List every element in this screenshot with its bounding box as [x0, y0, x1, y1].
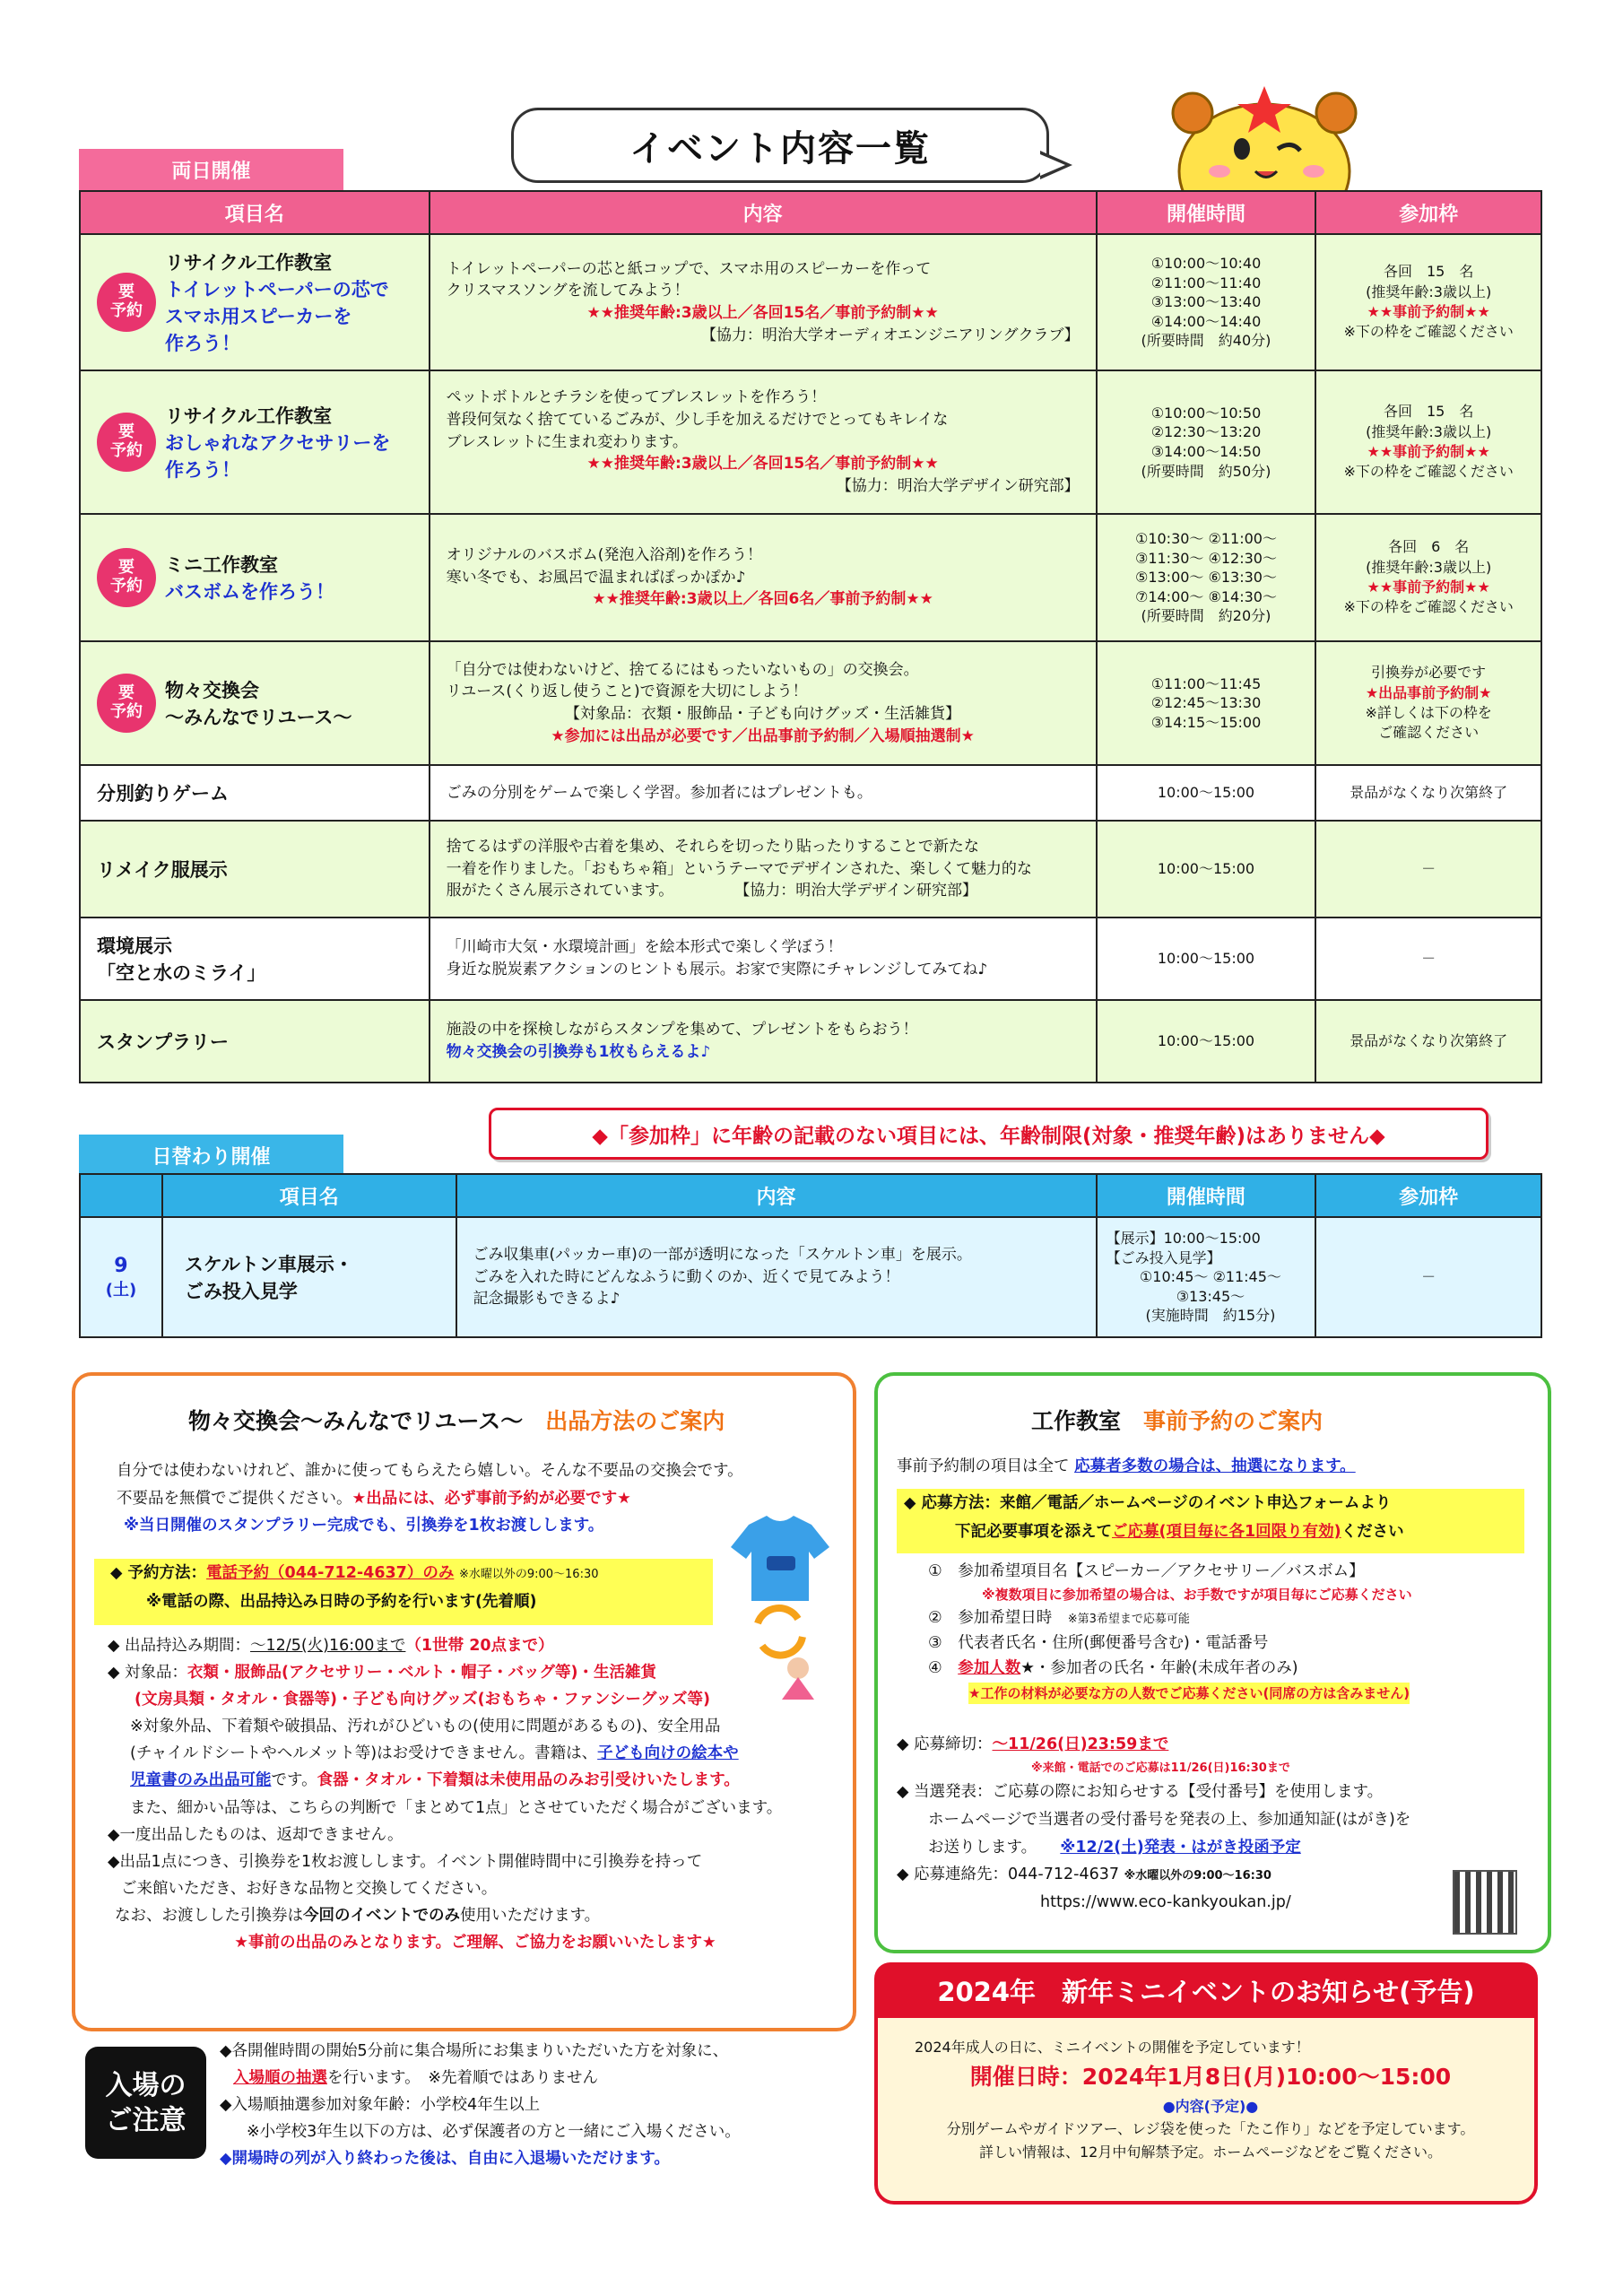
- row-time: 10:00～15:00: [1097, 765, 1316, 821]
- row-time: ①10:00～10:40 ②11:00～11:40 ③13:00～13:40 ④14:00～14:40 (所要時間 約40分): [1097, 234, 1316, 370]
- row-capacity: 各回 15 名 (推奨年齢:3歳以上) ★★事前予約制★★ ※下の枠をご確認ください: [1315, 234, 1541, 370]
- row-time: 10:00～15:00: [1097, 1000, 1316, 1083]
- col-header-name: 項目名: [162, 1174, 456, 1217]
- row-content: トイレットペーパーの芯と紙コップで、スマホ用のスピーカーを作って クリスマスソングを流してみよう！ ★★推奨年齢:3歳以上／各回15名／事前予約制★★ 【協力：明治大学オーディオエンジニアリングクラブ】: [430, 234, 1097, 370]
- row-date: 9 (土): [80, 1217, 162, 1337]
- mascot-illustration: [1166, 86, 1363, 194]
- application-method-box: ◆ 応募方法：来館／電話／ホームページのイベント申込フォームより 下記必要事項を添えてご応募(項目毎に各1回限り有効)ください: [897, 1489, 1524, 1553]
- event-table-both-days: [79, 190, 1542, 1083]
- row-content: ごみ収集車(パッカー車)の一部が透明になった「スケルトン車」を展示。 ごみを入れた時にどんなふうに動くのか、近くで見てみよう！ 記念撮影もできるよ♪: [456, 1217, 1097, 1337]
- row-time: ①10:00～10:50 ②12:30～13:20 ③14:00～14:50 (所要時間 約50分): [1097, 370, 1316, 514]
- row-capacity: 各回 6 名 (推奨年齢:3歳以上) ★★事前予約制★★ ※下の枠をご確認ください: [1315, 514, 1541, 641]
- table-row: [80, 1000, 1541, 1083]
- row-name: 要 予約 リサイクル工作教室 おしゃれなアクセサリーを 作ろう！: [80, 370, 430, 514]
- row-content: 「川崎市大気・水環境計画」を絵本形式で楽しく学ぼう！ 身近な脱炭素アクションのヒントも展示。お家で実際にチャレンジしてみてね♪: [430, 918, 1097, 1000]
- event-table-daily: [79, 1173, 1542, 1338]
- reservation-badge: 要 予約: [97, 273, 156, 332]
- reservation-method-box: ◆ 予約方法：電話予約（044-712-4637）のみ ※水曜以外の9:00～16:30 ※電話の際、出品持込み日時の予約を行います(先着順): [94, 1559, 713, 1625]
- row-name: 要 予約 リサイクル工作教室 トイレットペーパーの芯で スマホ用スピーカーを 作ろう！: [80, 234, 430, 370]
- row-capacity: －: [1315, 1217, 1541, 1337]
- newyear-banner: 2024年 新年ミニイベントのお知らせ(予告): [874, 1962, 1538, 2018]
- col-header-content: 内容: [430, 191, 1097, 234]
- website-link[interactable]: https://www.eco-kankyoukan.jp/: [1040, 1892, 1291, 1911]
- newyear-body: 2024年成人の日に、ミニイベントの開催を予定しています！ 開催日時：2024年1月8日(月)10:00～15:00 ●内容(予定)● 分別ゲームやガイドツアー、レジ袋を使った「たこ作り」などを予定しています。 詳しい情報は、12月中旬解禁予定。ホームページなどをご覧ください。: [915, 2039, 1475, 2161]
- table-row: [80, 765, 1541, 821]
- row-name: スケルトン車展示・ ごみ投入見学: [162, 1217, 456, 1337]
- col-header-time: 開催時間: [1097, 191, 1316, 234]
- col-header-date: [80, 1174, 162, 1217]
- row-time: ①11:00～11:45 ②12:45～13:30 ③14:15～15:00: [1097, 641, 1316, 765]
- col-header-content: 内容: [456, 1174, 1097, 1217]
- row-capacity: 景品がなくなり次第終了: [1315, 1000, 1541, 1083]
- entry-notice-box: 入場の ご注意: [85, 2047, 206, 2159]
- workshop-intro: 事前予約制の項目は全て 応募者多数の場合は、抽選になります。: [897, 1457, 1356, 1475]
- table-row: [80, 1217, 1541, 1337]
- row-name: 要 予約 物々交換会 ～みんなでリユース～: [80, 641, 430, 765]
- row-content: オリジナルのバスボム(発泡入浴剤)を作ろう！ 寒い冬でも、お風呂で温まればぽっかぽか♪ ★★推奨年齢:3歳以上／各回6名／事前予約制★★: [430, 514, 1097, 641]
- row-content: ペットボトルとチラシを使ってブレスレットを作ろう！ 普段何気なく捨てているごみが、少し手を加えるだけでとってもキレイな ブレスレットに生まれ変わります。 ★★推奨年齢:3歳以上／各回15名／事前予約制★★ 【協力：明治大学デザイン研究部】: [430, 370, 1097, 514]
- entry-notice-text: ◆各開催時間の開始5分前に集合場所にお集まりいただいた方を対象に、 入場順の抽選を行います。 ※先着順ではありません ◆入場順抽選参加対象年齢：小学校4年生以上 ※小学校3年生以下の方は、必ず保護者の方と一緒にご入場ください。 ◆開場時の列が入り終わった後は、自由に入退場いただけます。: [220, 2042, 741, 2169]
- qr-code[interactable]: [1453, 1870, 1517, 1935]
- workshop-panel-title: 工作教室 事前予約のご案内: [1031, 1408, 1324, 1434]
- row-content: 「自分では使わないけど、捨てるにはもったいないもの」の交換会。 リユース(くり返し使うこと)で資源を大切にしよう！ 【対象品：衣類・服飾品・子ども向けグッズ・生活雑貨】 ★参加には出品が必要です／出品事前予約制／入場順抽選制★: [430, 641, 1097, 765]
- row-capacity: －: [1315, 918, 1541, 1000]
- row-name: スタンプラリー: [80, 1000, 430, 1083]
- reservation-badge: 要 予約: [97, 548, 156, 607]
- row-name: 分別釣りゲーム: [80, 765, 430, 821]
- row-name: 要 予約 ミニ工作教室 バスボムを作ろう！: [80, 514, 430, 641]
- col-header-capacity: 参加枠: [1315, 191, 1541, 234]
- row-capacity: 各回 15 名 (推奨年齢:3歳以上) ★★事前予約制★★ ※下の枠をご確認ください: [1315, 370, 1541, 514]
- col-header-time: 開催時間: [1097, 1174, 1316, 1217]
- section-tab-daily: 日替わり開催: [79, 1135, 343, 1176]
- row-content: ごみの分別をゲームで楽しく学習。参加者にはプレゼントも。: [430, 765, 1097, 821]
- col-header-capacity: 参加枠: [1315, 1174, 1541, 1217]
- table-row: [80, 514, 1541, 641]
- row-time: 【展示】10:00～15:00 【ごみ投入見学】 ①10:45～ ②11:45～ ③13:45～ (実施時間 約15分): [1097, 1217, 1316, 1337]
- reservation-badge: 要 予約: [97, 674, 156, 733]
- row-capacity: 景品がなくなり次第終了: [1315, 765, 1541, 821]
- table-row: [80, 234, 1541, 370]
- row-name: 環境展示 「空と水のミライ」: [80, 918, 430, 1000]
- table-row: [80, 370, 1541, 514]
- row-time: ①10:30～ ②11:00～ ③11:30～ ④12:30～ ⑤13:00～ ⑥13:30～ ⑦14:00～ ⑧14:30～ (所要時間 約20分): [1097, 514, 1316, 641]
- exchange-panel-title: 物々交換会～みんなでリユース～ 出品方法のご案内: [188, 1408, 725, 1434]
- reservation-badge: 要 予約: [97, 413, 156, 472]
- exchange-panel-body: 自分では使わないけれど、誰かに使ってもらえたら嬉しい。そんな不要品の交換会です。 不要品を無償でご提供ください。★出品には、必ず事前予約が必要です★ ※当日開催のスタンプラリー完成でも、引換券を1枚お渡しします。: [117, 1462, 743, 1535]
- row-capacity: －: [1315, 821, 1541, 918]
- age-restriction-note: ◆「参加枠」に年齢の記載のない項目には、年齢制限(対象・推奨年齢)はありません◆: [489, 1108, 1488, 1160]
- table-row: [80, 641, 1541, 765]
- page-title: イベント内容一覧: [511, 108, 1049, 183]
- section-tab-both-days: 両日開催: [79, 149, 343, 190]
- row-time: 10:00～15:00: [1097, 918, 1316, 1000]
- row-capacity: 引換券が必要です ★出品事前予約制★ ※詳しくは下の枠を ご確認ください: [1315, 641, 1541, 765]
- row-content: 捨てるはずの洋服や古着を集め、それらを切ったり貼ったりすることで新たな 一着を作りました。「おもちゃ箱」というテーマでデザインされた、楽しくて魅力的な 服がたくさん展示されています。 【協力：明治大学デザイン研究部】: [430, 821, 1097, 918]
- table-row: [80, 821, 1541, 918]
- row-content: 施設の中を探検しながらスタンプを集めて、プレゼントをもらおう！ 物々交換会の引換券も1枚もらえるよ♪: [430, 1000, 1097, 1083]
- row-time: 10:00～15:00: [1097, 821, 1316, 918]
- row-name: リメイク服展示: [80, 821, 430, 918]
- workshop-deadline-result: ◆ 応募締切：～11/26(日)23:59まで ※来館・電話でのご応募は11/26(日)16:30まで ◆ 当選発表：ご応募の際にお知らせする【受付番号】を使用します。 ホームページで当選者の受付番号を発表の上、参加通知証(はがき)を お送りします。 ※12/2(土)発表・はがき投函予定 ◆ 応募連絡先：044-712-4637 ※水曜以外の9:00～16:30 https://www.eco-kankyoukan.jp/: [897, 1731, 1533, 1917]
- table-row: [80, 918, 1541, 1000]
- workshop-requirements: ① 参加希望項目名【スピーカー／アクセサリー／バスボム】 ※複数項目に参加希望の場合は、お手数ですが項目毎にご応募ください ② 参加希望日時 ※第3希望まで応募可能 ③ 代表者氏名・住所(郵便番号含む)・電話番号 ④ 参加人数★・参加者の氏名・年齢(未成年者のみ) ★工作の材料が必要な方の人数でご応募ください(同席の方は含みません): [928, 1559, 1538, 1706]
- exchange-panel-details: ◆ 出品持込み期間：～12/5(火)16:00まで（1世帯 20点まで） ◆ 対象品：衣類・服飾品(アクセサリー・ベルト・帽子・バッグ等)・生活雑貨 (文房具類・タオル・食器等)・子ども向けグッズ(おもちゃ・ファンシーグッズ等) ※対象外品、下着類や破損品、汚れがひどいもの(使用に問題があるもの)、安全用品 (チャイルドシートやヘルメット等)はお受けできません。書籍は、子ども向けの絵本や 児童書のみ出品可能です。食器・タオル・下着類は未使用品のみお引受けいたします。 また、細かい品等は、こちらの判断で「まとめて1点」とさせていただく場合がございます。 ◆一度出品したものは、返却できません。 ◆出品1点につき、引換券を1枚お渡しします。イベント開催時間中に引換券を持って ご来館いただき、お好きな品物と交換してください。 なお、お渡しした引換券は今回のイベントでのみ使用いただけます。 ★事前の出品のみとなります。ご理解、ご協力をお願いいたします★: [108, 1637, 783, 1952]
- col-header-name: 項目名: [80, 191, 430, 234]
